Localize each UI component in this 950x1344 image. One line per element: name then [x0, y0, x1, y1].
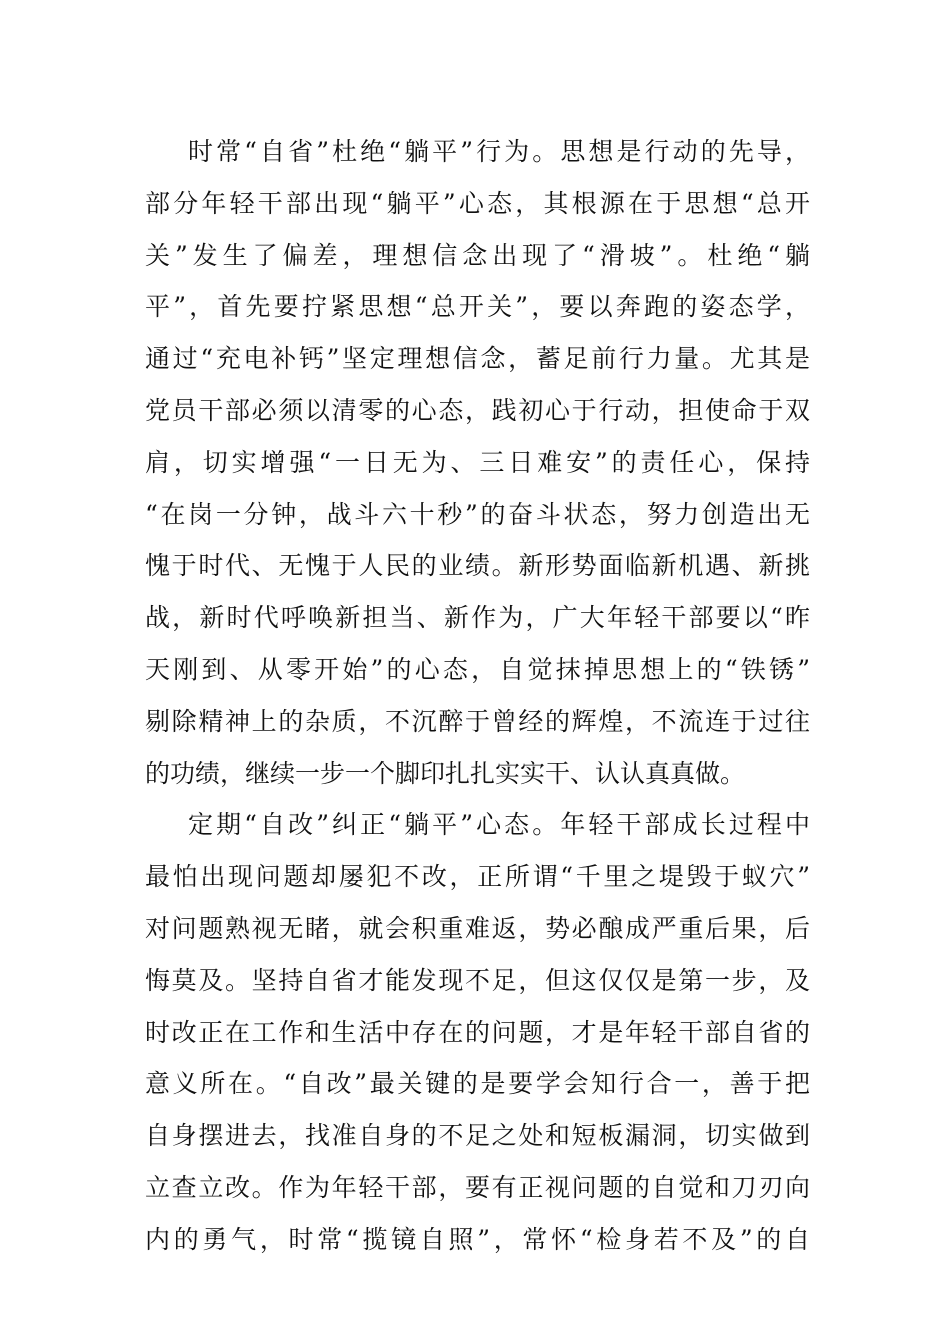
paragraph-1 [145, 126, 810, 799]
paragraph-line: 内的勇气，时常“揽镜自照”，常怀“检身若不及”的自 [145, 1224, 810, 1254]
paragraph-line: “在岗一分钟，战斗六十秒”的奋斗状态，努力创造出无 [145, 499, 810, 529]
paragraph-line: 剔除精神上的杂质，不沉醉于曾经的辉煌，不流连于过往 [145, 706, 810, 736]
paragraph-line: 肩，切实增强“一日无为、三日难安”的责任心，保持 [145, 447, 810, 477]
paragraph-line: 天刚到、从零开始”的心态，自觉抹掉思想上的“铁锈” [145, 654, 810, 684]
paragraph-line: 对问题熟视无睹，就会积重难返，势必酿成严重后果，后 [145, 913, 810, 943]
document-body [145, 126, 810, 1266]
paragraph-line: 部分年轻干部出现“躺平”心态，其根源在于思想“总开 [145, 188, 810, 218]
paragraph-line: 的功绩，继续一步一个脚印扎扎实实干、认认真真做。 [145, 758, 746, 788]
paragraph-line: 愧于时代、无愧于人民的业绩。新形势面临新机遇、新挑 [145, 551, 810, 581]
paragraph-line: 时常“自省”杜绝“躺平”行为。思想是行动的先导， [188, 137, 810, 166]
paragraph-line: 定期“自改”纠正“躺平”心态。年轻干部成长过程中 [188, 810, 810, 840]
paragraph-line: 最怕出现问题却屡犯不改，正所谓“千里之堤毁于蚁穴” [145, 862, 810, 892]
paragraph-line: 自身摆进去，找准自身的不足之处和短板漏洞，切实做到 [145, 1121, 810, 1151]
paragraph-line: 立查立改。作为年轻干部，要有正视问题的自觉和刀刃向 [145, 1172, 810, 1202]
paragraph-line: 平”，首先要拧紧思想“总开关”，要以奔跑的姿态学， [145, 292, 810, 322]
paragraph-line: 战，新时代呼唤新担当、新作为，广大年轻干部要以“昨 [145, 603, 810, 633]
paragraph-line: 时改正在工作和生活中存在的问题，才是年轻干部自省的 [145, 1017, 810, 1047]
paragraph-line: 悔莫及。坚持自省才能发现不足，但这仅仅是第一步，及 [145, 965, 810, 995]
paragraph-2 [145, 799, 810, 1265]
paragraph-line: 通过“充电补钙”坚定理想信念，蓄足前行力量。尤其是 [145, 344, 810, 374]
paragraph-line: 党员干部必须以清零的心态，践初心于行动，担使命于双 [145, 395, 810, 425]
paragraph-line: 关”发生了偏差，理想信念出现了“滑坡”。杜绝“躺 [145, 240, 810, 270]
paragraph-line: 意义所在。“自改”最关键的是要学会知行合一，善于把 [145, 1069, 810, 1099]
